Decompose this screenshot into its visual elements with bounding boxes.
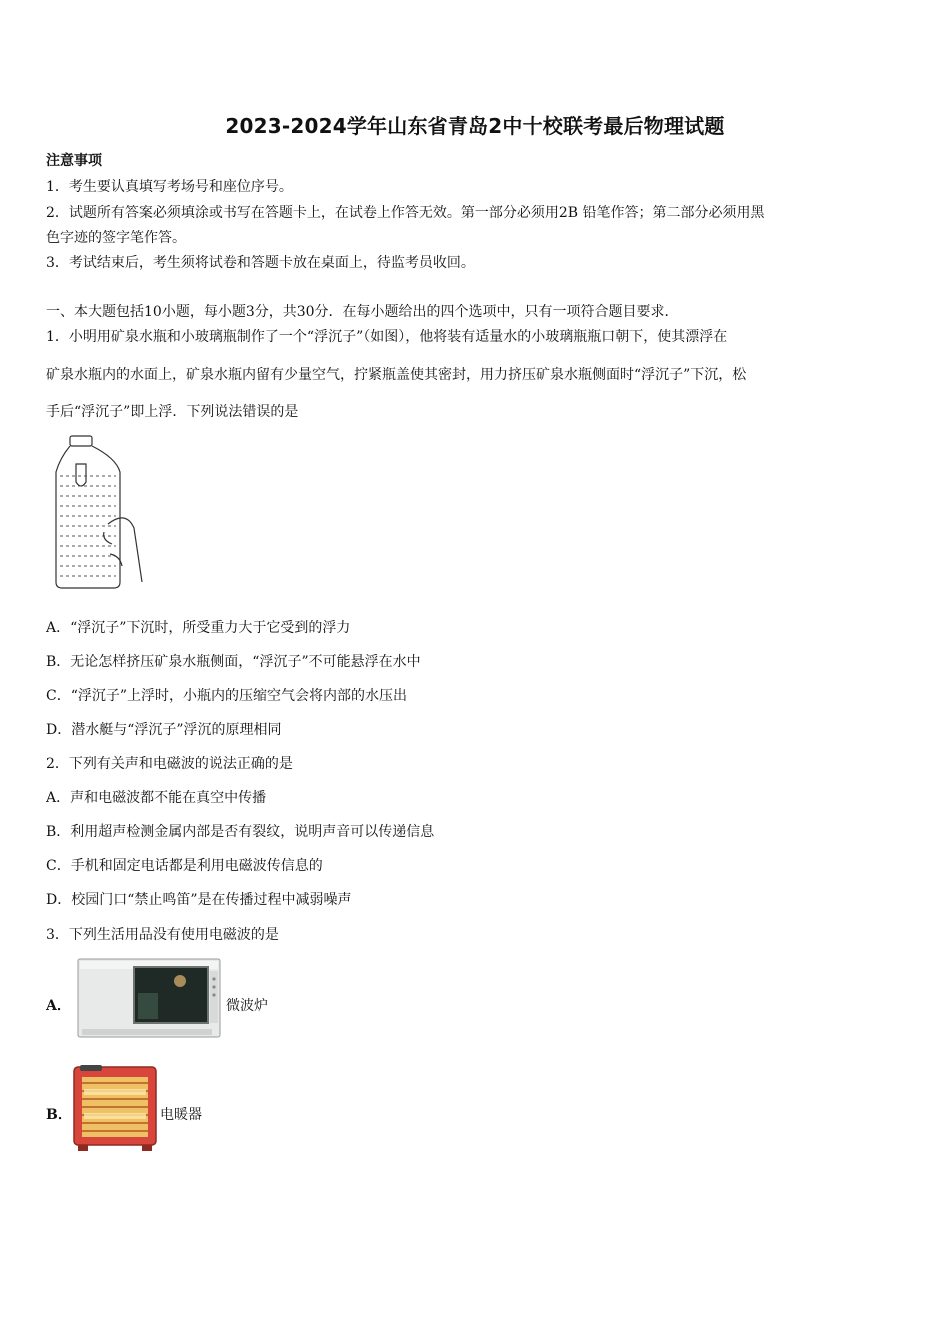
- q2-option-b: B．利用超声检测金属内部是否有裂纹，说明声音可以传递信息: [46, 824, 435, 840]
- q3-stem: 3．下列生活用品没有使用电磁波的是: [46, 927, 279, 943]
- q3-option-b-letter: B．: [46, 1107, 72, 1123]
- page-title: 2023-2024学年山东省青岛2中十校联考最后物理试题: [225, 114, 725, 138]
- q3-option-a-label: 微波炉: [226, 998, 268, 1014]
- q2-stem: 2．下列有关声和电磁波的说法正确的是: [46, 756, 293, 772]
- q1-stem-line-3: 手后“浮沉子”即上浮．下列说法错误的是: [46, 404, 299, 420]
- q2-option-d: D．校园门口“禁止鸣笛”是在传播过程中减弱噪声: [46, 892, 352, 908]
- notice-heading: 注意事项: [46, 153, 102, 169]
- q3-option-b-label: 电暖器: [160, 1107, 202, 1123]
- q1-stem-line-2: 矿泉水瓶内的水面上，矿泉水瓶内留有少量空气，拧紧瓶盖使其密封，用力挤压矿泉水瓶侧面时“浮沉子”下沉，松: [46, 367, 747, 383]
- notice-item-2-cont: 色字迹的签字笔作答。: [46, 230, 186, 246]
- q2-option-a: A．声和电磁波都不能在真空中传播: [46, 790, 267, 806]
- q1-option-d: D．潜水艇与“浮沉子”浮沉的原理相同: [46, 722, 282, 738]
- q1-option-c: C．“浮沉子”上浮时，小瓶内的压缩空气会将内部的水压出: [46, 688, 408, 704]
- notice-item-3: 3．考试结束后，考生须将试卷和答题卡放在桌面上，待监考员收回。: [46, 255, 475, 271]
- notice-item-1: 1．考生要认真填写考场号和座位序号。: [46, 179, 293, 195]
- heater-image: [72, 1063, 158, 1153]
- microwave-image: [76, 957, 222, 1041]
- q2-option-c: C．手机和固定电话都是利用电磁波传信息的: [46, 858, 323, 874]
- q1-option-b: B．无论怎样挤压矿泉水瓶侧面，“浮沉子”不可能悬浮在水中: [46, 654, 421, 670]
- bottle-figure: [50, 432, 146, 594]
- q1-stem-line-1: 1．小明用矿泉水瓶和小玻璃瓶制作了一个“浮沉子”（如图），他将装有适量水的小玻璃瓶瓶口朝下，使其漂浮在: [46, 329, 728, 345]
- section-heading: 一、本大题包括10小题，每小题3分，共30分．在每小题给出的四个选项中，只有一项符合题目要求．: [46, 304, 679, 320]
- notice-item-2: 2．试题所有答案必须填涂或书写在答题卡上，在试卷上作答无效。第一部分必须用2B 铅笔作答；第二部分必须用黑: [46, 205, 765, 221]
- q3-option-a-letter: A．: [46, 998, 71, 1014]
- q1-option-a: A．“浮沉子”下沉时，所受重力大于它受到的浮力: [46, 620, 351, 636]
